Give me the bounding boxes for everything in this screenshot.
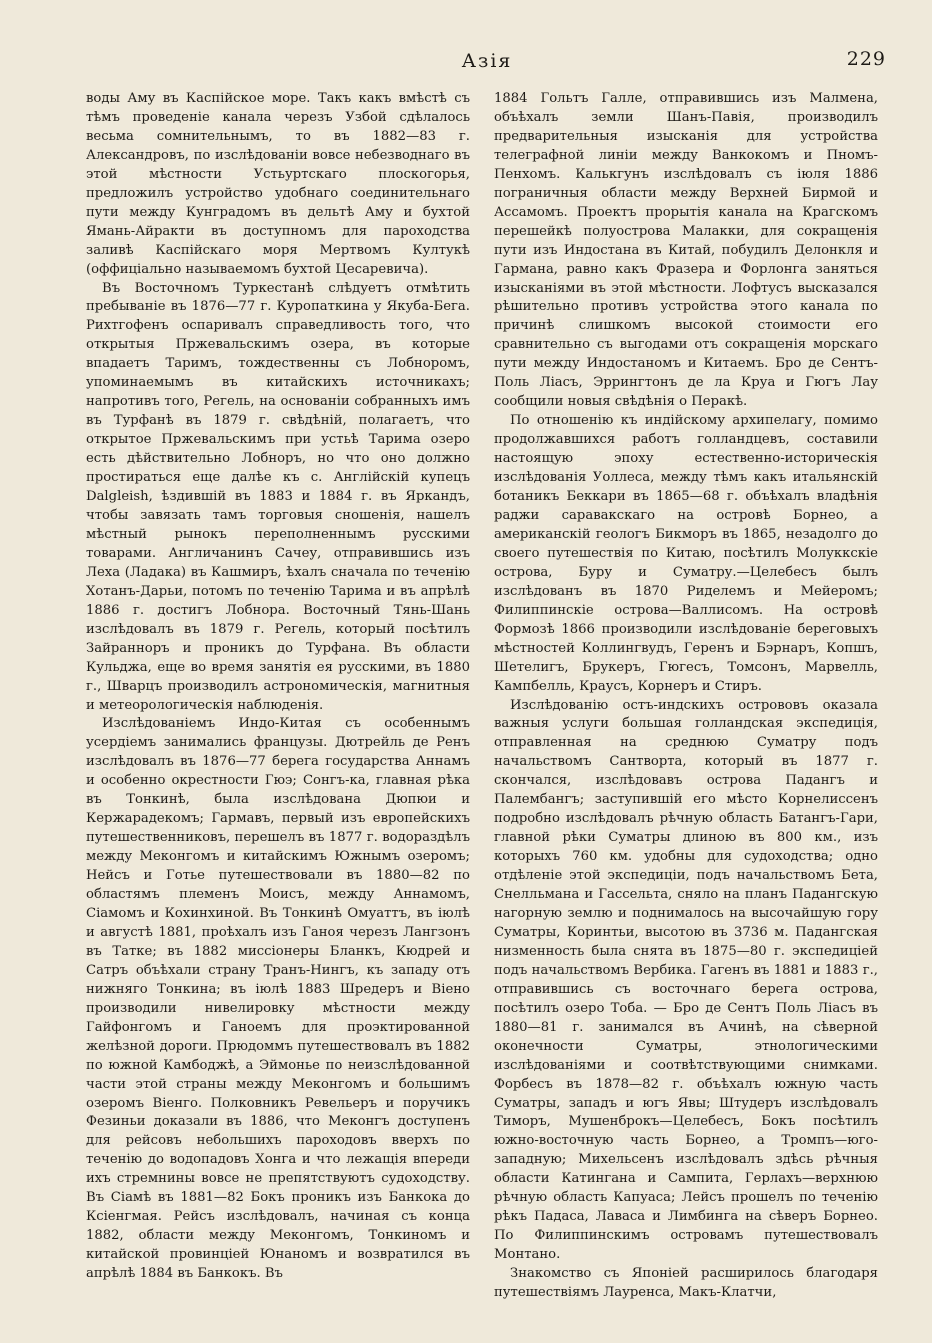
paragraph: По отношенію къ индійскому архипелагу, помимо продолжавшихся работъ голландцевъ, составили настоящую эпоху естественно-историческія изслѣдованія Уоллеса, между тѣмъ какъ итальянскій ботаникъ Беккари въ 1865—68 г. объѣхалъ владѣнія раджи саравакскаго на островѣ Борнео, а американскій геологъ Бикморъ въ 1865, незадолго до своего путешествія по Китаю, посѣтилъ Молуккскіе острова, Буру и Суматру.—Целебесъ былъ изслѣдованъ въ 1870 Риделемъ и Мейеромъ; Филиппинскіе острова—Валлисомъ. На островѣ Формозѣ 1866 производили изслѣдованіе береговыхъ мѣстностей Коллингвудъ, Геренъ и Бэрнаръ, Копшъ, Шетелигъ, Брукеръ, Гюгесъ, Томсонъ, Марвелль, Кампбелль, Краусъ, Корнеръ и Стиръ. [494, 413, 878, 694]
paragraph: Знакомство съ Японіей расширилось благодаря путешествіямъ Лауренса, Макъ-Клатчи, [494, 1266, 878, 1301]
left-column [86, 90, 470, 1320]
paragraph: воды Аму въ Каспійское море. Такъ какъ вмѣстѣ съ тѣмъ проведеніе канала черезъ Узбой сдѣлалось весьма сомнительнымъ, то въ 1882—83 г. Александровъ, по изслѣдованіи вовсе небезводнаго въ этой мѣстности Устьуртскаго плоскогорья, предложилъ устройство удобнаго соединительнаго пути между Кунградомъ въ дельтѣ Аму и бухтой Ямань-Айракти въ доступномъ для пароходства заливѣ Каспійскаго моря Мертвомъ Култукѣ (оффиціально называемомъ бухтой Цесаревича). [86, 91, 470, 277]
paragraph: Изслѣдованію остъ-индскихъ острововъ оказала важныя услуги большая голландская экспедиція, отправленная на среднюю Суматру подъ начальствомъ Сантворта, который въ 1877 г. скончался, изслѣдовавъ острова Падангъ и Палембангъ; заступившій его мѣсто Корнелиссенъ подробно изслѣдовалъ рѣчную область Батангъ-Гари, главной рѣки Суматры длиною въ 800 км., изъ которыхъ 760 км. удобны для судоходства; одно отдѣленіе этой экспедиціи, подъ начальствомъ Бета, Снелльмана и Гассельта, сняло на планъ Падангскую нагорную землю и поднималось на высочайшую гору Суматры, Коринтьи, высотою въ 3736 м. Падангская низменность была снята въ 1875—80 г. экспедиціей подъ начальствомъ Вербика. Гагенъ въ 1881 и 1883 г., отправившись съ восточнаго берега острова, посѣтилъ озеро Тоба. — Бро де Сентъ Поль Ліасъ въ 1880—81 г. занимался въ Ачинѣ, на сѣверной оконечности Суматры, этнологическими изслѣдованіями и соотвѣтствующими снимками. Форбесъ въ 1878—82 г. объѣхалъ южную часть Суматры, западъ и югъ Явы; Штудеръ изслѣдовалъ Тиморъ, Мушенброкъ—Целебесъ, Бокъ посѣтилъ южно-восточную часть Борнео, а Тромпъ—юго-западную; Михельсенъ изслѣдовалъ здѣсь рѣчныя области Катингана и Сампита, Герлахъ—верхнюю рѣчную область Капуаса; Лейсъ прошелъ по теченію рѣкъ Падаса, Лаваса и Лимбинга на сѣверъ Борнео. По Филиппинскимъ островамъ путешествовалъ Монтано. [494, 697, 878, 1263]
page-title: Азія [461, 50, 513, 72]
page-number: 229 [846, 48, 886, 70]
running-header [88, 44, 886, 80]
text-columns [86, 90, 878, 1320]
paragraph: 1884 Гольтъ Галле, отправившись изъ Малмена, объѣхалъ земли Шанъ-Павія, производилъ предварительныя изысканія для устройства телеграфной линіи между Ванкокомъ и Пномъ-Пенхомъ. Калькгунъ изслѣдовалъ съ іюля 1886 пограничныя области между Верхней Бирмой и Ассамомъ. Проектъ прорытія канала на Крагскомъ перешейкѣ полуострова Малакки, для сокращенія пути изъ Индостана въ Китай, побудилъ Делонкля и Гармана, равно какъ Фразера и Форлонга заняться изысканіями въ этой мѣстности. Лофтусъ высказался рѣшительно противъ устройства этого канала по причинѣ слишкомъ высокой стоимости его сравнительно съ выгодами отъ сокращенія морскаго пути между Индостаномъ и Китаемъ. Бро де Сентъ-Поль Ліасъ, Эррингтонъ де ла Круа и Гюгъ Лау сообщили новыя свѣдѣнія о Перакѣ. [494, 91, 878, 410]
right-column [494, 90, 878, 1320]
paragraph: Въ Восточномъ Туркестанѣ слѣдуетъ отмѣтить пребываніе въ 1876—77 г. Куропаткина у Якуба-Бега. Рихтгофенъ оспаривалъ справедливость того, что открытыя Пржевальскимъ озера, въ которые впадаетъ Таримъ, тождественны съ Лобноромъ, упоминаемымъ въ китайскихъ источникахъ; напротивъ того, Регель, на основаніи собранныхъ имъ въ Турфанѣ въ 1879 г. свѣдѣній, полагаетъ, что открытое Пржевальскимъ при устьѣ Тарима озеро есть дѣйствительно Лобноръ, но что оно должно простираться еще далѣе къ с. Англійскій купецъ Dalgleish, ѣздившій въ 1883 и 1884 г. въ Яркандъ, чтобы завязать тамъ торговыя сношенія, нашелъ мѣстный рынокъ переполненнымъ русскими товарами. Англичанинъ Сачеу, отправившись изъ Леха (Ладака) въ Кашмиръ, ѣхалъ сначала по теченію Хотанъ-Дарьи, потомъ по теченію Тарима и въ апрѣлѣ 1886 г. достигъ Лобнора. Восточный Тянь-Шань изслѣдовалъ въ 1879 г. Регель, который посѣтилъ Зайранноръ и проникъ до Турфана. Въ области Кульджа, еще во время занятія ея русскими, въ 1880 г., Шварцъ производилъ астрономическія, магнитныя и метеорологическія наблюденія. [86, 280, 470, 713]
paragraph: Изслѣдованіемъ Индо-Китая съ особеннымъ усердіемъ занимались французы. Дютрейль де Ренъ изслѣдовалъ въ 1876—77 берега государства Аннамъ и особенно окрестности Гюэ; Сонгъ-ка, главная рѣка въ Тонкинѣ, была изслѣдована Дюпюи и Кержарадекомъ; Гармавъ, первый изъ европейскихъ путешественниковъ, перешелъ въ 1877 г. водораздѣлъ между Меконгомъ и китайскимъ Южнымъ озеромъ; Нейсъ и Готье путешествовали въ 1880—82 по областямъ племенъ Моисъ, между Аннамомъ, Сіамомъ и Кохинхиной. Въ Тонкинѣ Омуаттъ, въ іюлѣ и августѣ 1881, проѣхалъ изъ Ганоя черезъ Лангзонъ въ Татке; въ 1882 миссіонеры Бланкъ, Кюдрей и Сатръ объѣхали страну Транъ-Нингъ, къ западу отъ нижняго Тонкина; въ іюлѣ 1883 Шредеръ и Віено производили нивелировку мѣстности между Гайфонгомъ и Ганоемъ для проэктированной желѣзной дороги. Прюдоммъ путешествовалъ въ 1882 по южной Камбоджѣ, а Эймонье по неизслѣдованной части этой страны между Меконгомъ и большимъ озеромъ Віенго. Полковникъ Ревельеръ и поручикъ Фезиньи доказали въ 1886, что Меконгъ доступенъ для рейсовъ небольшихъ пароходовъ вверхъ по теченію до водопадовъ Хонга и что лежащія впереди ихъ стремнины вовсе не препятствуютъ судоходству. Въ Сіамѣ въ 1881—82 Бокъ проникъ изъ Банкока до Ксіенгмая. Рейсъ изслѣдовалъ, начиная съ конца 1882, области между Меконгомъ, Тонкиномъ и китайской провинціей Юнаномъ и возвратился въ апрѣлѣ 1884 въ Банкокъ. Въ [86, 716, 470, 1282]
